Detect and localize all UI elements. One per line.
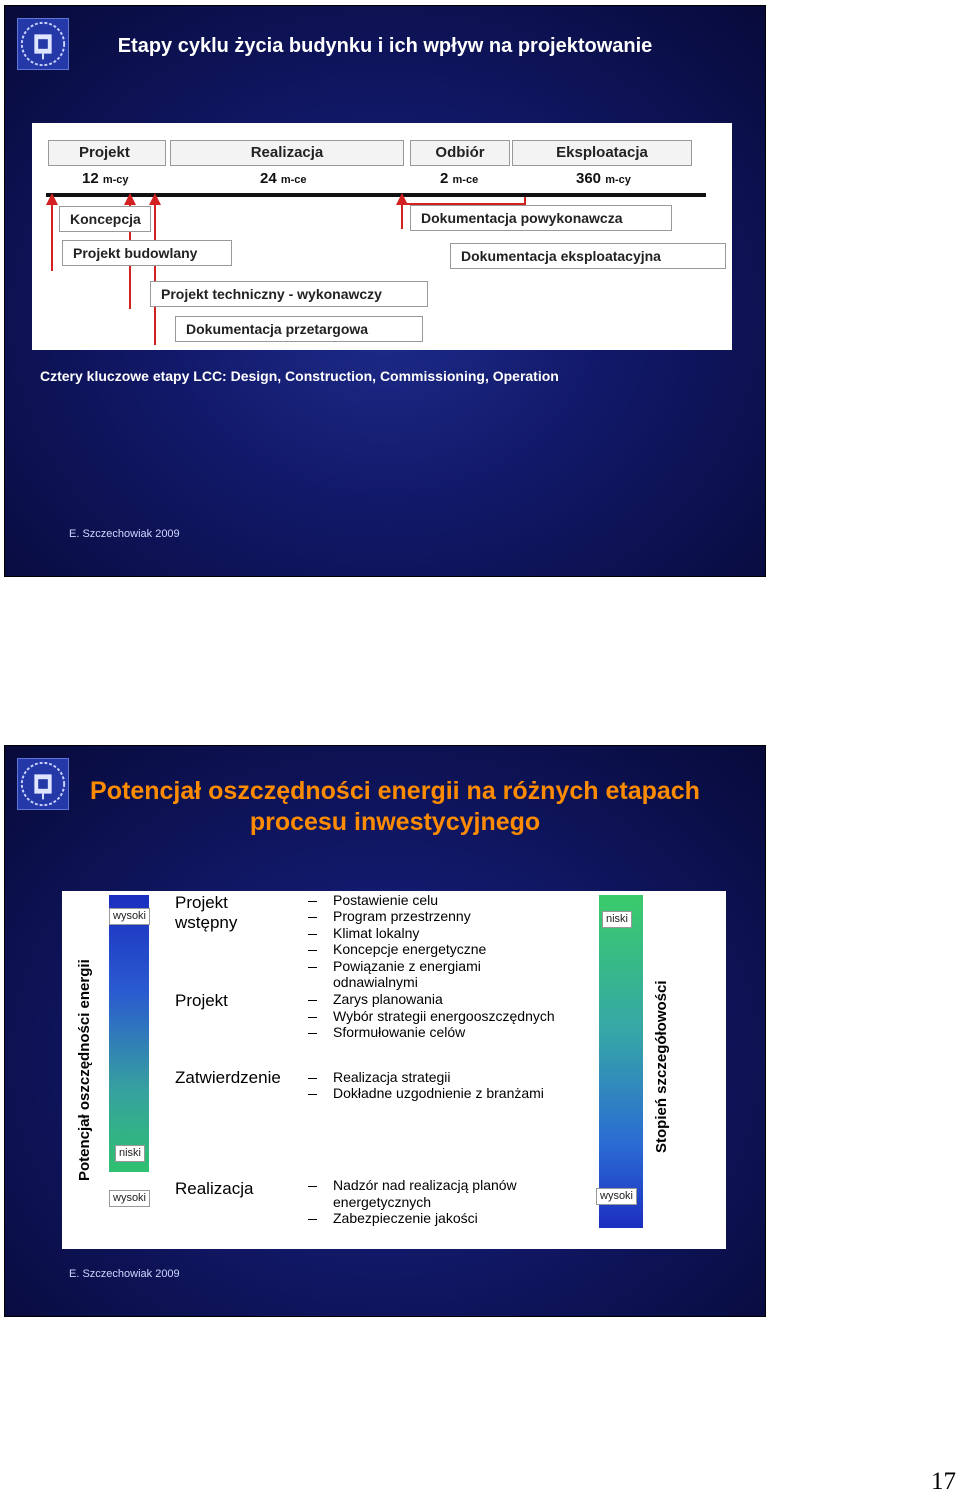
duration-eksploatacja: 360 m-cy — [576, 170, 631, 187]
list-item: Nadzór nad realizacją planów — [333, 1177, 517, 1193]
doc-dokumentacja-powykonawcza: Dokumentacja powykonawcza — [410, 205, 672, 231]
left-axis-label: Potencjał oszczędności energii — [76, 959, 93, 1181]
energy-potential-diagram — [62, 891, 726, 1249]
list-item: Zarys planowania — [333, 991, 443, 1007]
slide-lifecycle — [5, 6, 765, 576]
stage-projekt: Projekt — [175, 991, 228, 1010]
list-item: Sformułowanie celów — [333, 1024, 466, 1040]
bullet-dash — [308, 1094, 317, 1095]
list-item: Dokładne uzgodnienie z branżami — [333, 1085, 544, 1101]
tag-niski: niski — [115, 1145, 145, 1162]
list-item: Zabezpieczenie jakości — [333, 1210, 478, 1226]
bullet-dash — [308, 967, 317, 968]
slide-title: Potencjał oszczędności energii na różnych etapach procesu inwestycyjnego — [90, 777, 700, 836]
duration-realizacja: 24 m-ce — [260, 170, 307, 187]
doc-dokumentacja-eksploatacyjna: Dokumentacja eksploatacyjna — [450, 243, 726, 269]
tag-wysoki-bottom: wysoki — [109, 1190, 150, 1207]
stage-projekt-wstepny: Projekt wstępny — [175, 893, 238, 932]
list-item: Wybór strategii energooszczędnych — [333, 1008, 555, 1024]
phase-realizacja: Realizacja — [170, 140, 404, 166]
tag-niski-top: niski — [602, 911, 632, 928]
page-number: 17 — [931, 1468, 956, 1495]
bullet-dash — [308, 950, 317, 951]
bullet-dash — [308, 917, 317, 918]
bullet-dash — [308, 1186, 317, 1187]
stage-realizacja: Realizacja — [175, 1179, 254, 1198]
tag-wysoki-bottom-right: wysoki — [596, 1188, 637, 1205]
list-item: Program przestrzenny — [333, 908, 471, 924]
bullet-dash — [308, 934, 317, 935]
timeline-axis — [46, 193, 706, 197]
list-item-continuation: energetycznych — [333, 1194, 432, 1210]
doc-projekt-budowlany: Projekt budowlany — [62, 240, 232, 266]
slide-footer: E. Szczechowiak 2009 — [69, 528, 180, 540]
slide-title: Etapy cyklu życia budynku i ich wpływ na projektowanie — [117, 35, 653, 57]
list-item-continuation: odnawialnymi — [333, 974, 418, 990]
bullet-dash — [308, 1033, 317, 1034]
connector-line — [401, 203, 403, 229]
tag-wysoki-top: wysoki — [109, 908, 150, 925]
slide-caption: Cztery kluczowe etapy LCC: Design, Construction, Commissioning, Operation — [40, 368, 559, 384]
list-item: Koncepcje energetyczne — [333, 941, 487, 957]
detail-level-gradient-bar — [599, 895, 643, 1228]
energy-potential-gradient-bar — [109, 895, 149, 1172]
list-item: Klimat lokalny — [333, 925, 420, 941]
bullet-dash — [308, 1078, 317, 1079]
phase-odbior: Odbiór — [410, 140, 510, 166]
bullet-dash — [308, 1000, 317, 1001]
stage-zatwierdzenie: Zatwierdzenie — [175, 1068, 281, 1087]
bullet-dash — [308, 901, 317, 902]
connector-line — [51, 203, 53, 271]
doc-koncepcja: Koncepcja — [59, 206, 151, 232]
bullet-dash — [308, 1219, 317, 1220]
duration-projekt: 12 m-cy — [82, 170, 129, 187]
doc-dokumentacja-przetargowa: Dokumentacja przetargowa — [175, 316, 423, 342]
list-item: Realizacja strategii — [333, 1069, 451, 1085]
list-item: Powiązanie z energiami — [333, 958, 481, 974]
lifecycle-timeline — [32, 123, 732, 350]
right-axis-label: Stopień szczegółowości — [653, 980, 670, 1153]
connector-line — [154, 203, 156, 345]
slide-footer: E. Szczechowiak 2009 — [69, 1268, 180, 1280]
university-logo-icon — [17, 758, 69, 810]
slide-energy-potential — [5, 746, 765, 1316]
bullet-dash — [308, 1017, 317, 1018]
phase-projekt: Projekt — [48, 140, 166, 166]
university-logo-icon — [17, 18, 69, 70]
duration-odbior: 2 m-ce — [440, 170, 479, 187]
doc-projekt-techniczny: Projekt techniczny - wykonawczy — [150, 281, 428, 307]
list-item: Postawienie celu — [333, 892, 439, 908]
phase-eksploatacja: Eksploatacja — [512, 140, 692, 166]
